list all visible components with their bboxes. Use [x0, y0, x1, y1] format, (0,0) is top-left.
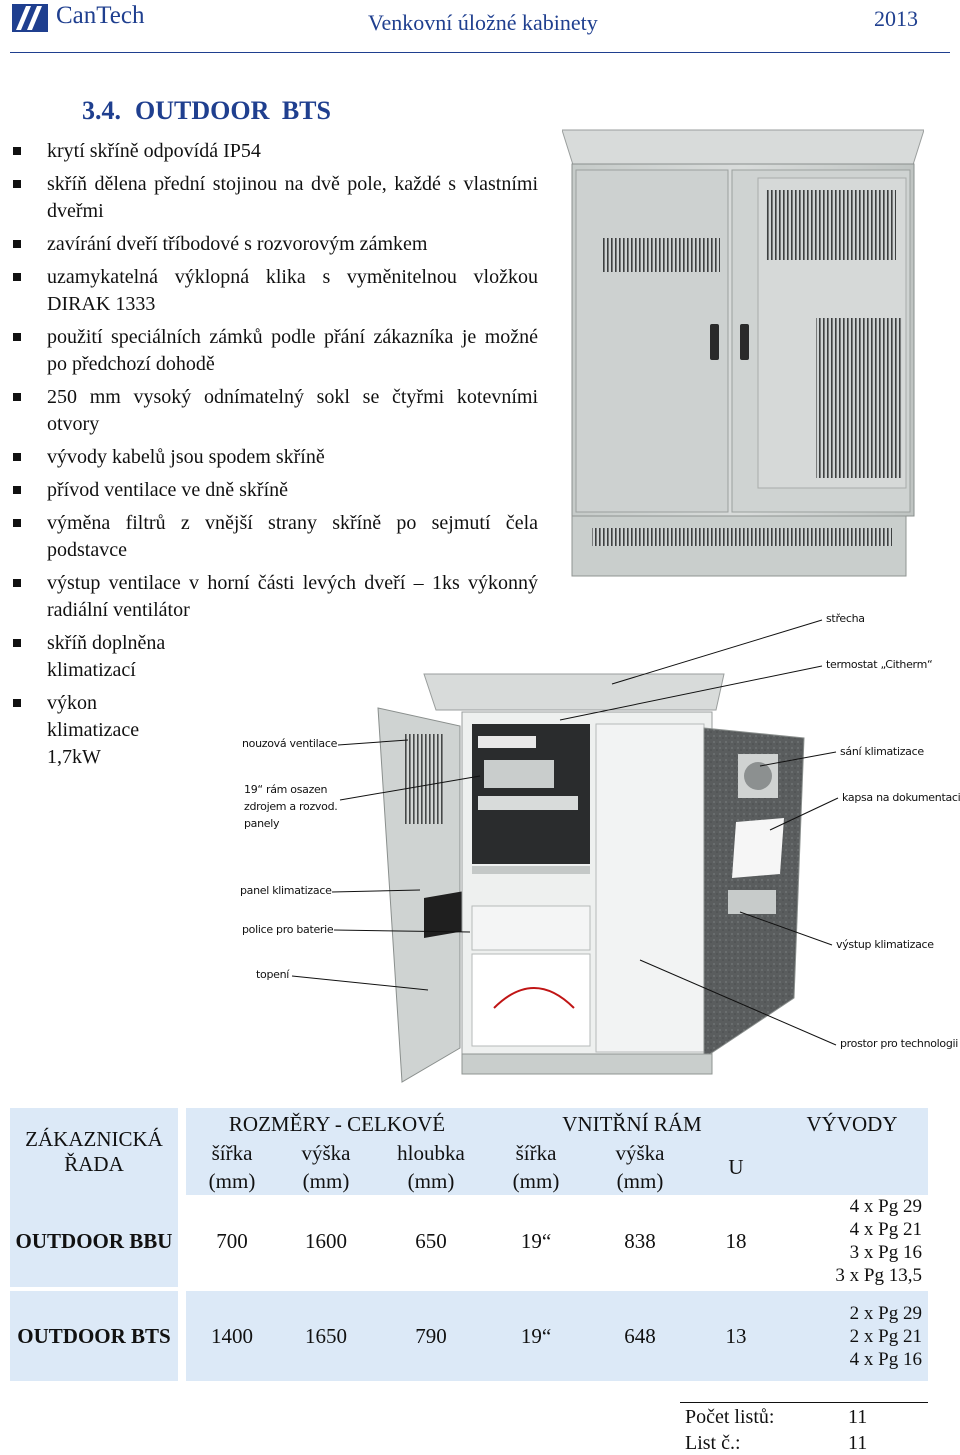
cell-sirka: 700 [216, 1228, 248, 1253]
product-line-header: ZÁKAZNICKÁ ŘADA [10, 1108, 178, 1195]
table-row [10, 1291, 928, 1381]
cell-ram-sirka: 19“ [488, 1291, 584, 1381]
cell-sirka: 1400 [186, 1291, 278, 1381]
list-item: zavírání dveří tříbodové s rozvorovým zámkem [10, 231, 538, 258]
leader-line [332, 890, 420, 892]
list-item: 250 mm vysoký odnímatelný sokl se čtyřmi kotevními otvory [10, 384, 538, 438]
unit-mm: (mm) [584, 1167, 696, 1195]
list-item: skříň doplněna klimatizací [10, 630, 225, 684]
spec-table [10, 1108, 928, 1381]
leader-line [292, 976, 428, 990]
list-item: výměna filtrů z vnější strany skříně po sejmutí čela podstavce [10, 510, 538, 564]
unit-mm: (mm) [278, 1167, 374, 1195]
document-year: 2013 [874, 6, 918, 31]
annotation-strecha: střecha [826, 612, 865, 625]
header-u: U [696, 1140, 776, 1195]
leader-line [612, 620, 822, 684]
header-sirka: šířka [186, 1140, 278, 1167]
cell-ram-sirka: 19“ [520, 1228, 552, 1253]
list-item: skříň dělena přední stojinou na dvě pole, každé s vlastními dveřmi [10, 171, 538, 225]
page-number-label: List č.: [685, 1432, 741, 1454]
header-vyvody-empty [776, 1140, 928, 1195]
leader-line [740, 912, 832, 945]
footer-divider [680, 1402, 928, 1403]
leader-line [640, 960, 836, 1045]
leader-line [334, 930, 470, 932]
header-vyska: výška [278, 1140, 374, 1167]
header-ram-sirka: šířka [488, 1140, 584, 1167]
list-item: výstup ventilace v horní části levých dveří – 1ks výkonný radiální ventilátor [10, 570, 538, 624]
header-ram-vyska: výška [584, 1140, 696, 1167]
document-title: Venkovní úložné kabinety [368, 10, 598, 35]
leader-line [760, 752, 836, 766]
cell-vyvody: 4 x Pg 29 4 x Pg 21 3 x Pg 16 3 x Pg 13,5 [835, 1196, 922, 1286]
page-count-label: Počet listů: [685, 1406, 775, 1428]
table-row [10, 1195, 928, 1287]
cell-vyska: 1650 [278, 1291, 374, 1381]
leader-line [560, 666, 822, 720]
cell-hloubka: 790 [374, 1291, 488, 1381]
section-title: OUTDOOR BTS [135, 96, 331, 125]
annotation-topeni: topení [256, 968, 290, 981]
list-item: přívod ventilace ve dně skříně [10, 477, 538, 504]
group-header-ram: VNITŘNÍ RÁM [488, 1108, 776, 1140]
page-count-value: 11 [848, 1406, 868, 1428]
cell-u: 18 [725, 1228, 747, 1253]
cell-hloubka: 650 [415, 1228, 447, 1253]
annotation-panel-klimatizace: panel klimatizace [240, 884, 332, 897]
list-item: výkon klimatizace 1,7kW [10, 690, 167, 771]
annotation-prostor: prostor pro technologii [840, 1037, 959, 1050]
list-item: vývody kabelů jsou spodem skříně [10, 444, 538, 471]
annotation-police: police pro baterie [242, 923, 334, 936]
section-number: 3.4. [82, 96, 121, 125]
unit-mm: (mm) [374, 1167, 488, 1195]
row-name: OUTDOOR BBU [10, 1195, 178, 1287]
unit-mm: (mm) [488, 1167, 584, 1195]
leader-line [338, 740, 408, 745]
cell-ram-vyska: 838 [624, 1228, 656, 1253]
unit-mm: (mm) [186, 1167, 278, 1195]
logo-text: CanTech [56, 2, 145, 29]
cell-vyvody: 2 x Pg 29 2 x Pg 21 4 x Pg 16 [776, 1291, 928, 1381]
group-header-celkove: ROZMĚRY - CELKOVÉ [186, 1108, 488, 1140]
annotation-vystup: výstup klimatizace [836, 938, 934, 951]
annotation-termostat: termostat „Citherm“ [826, 658, 933, 671]
page-number-value: 11 [848, 1432, 868, 1454]
list-item: uzamykatelná výklopná klika s vyměnitelnou vložkou DIRAK 1333 [10, 264, 538, 318]
cell-vyska: 1600 [305, 1228, 347, 1253]
annotation-kapsa: kapsa na dokumentaci [842, 791, 960, 804]
header-hloubka: hloubka [374, 1140, 488, 1167]
list-item: krytí skříně odpovídá IP54 [10, 138, 538, 165]
leader-line [770, 798, 838, 830]
cell-ram-vyska: 648 [584, 1291, 696, 1381]
annotation-ram: 19“ rám osazen zdrojem a rozvod. panely [244, 783, 338, 830]
group-header-vyvody: VÝVODY [776, 1108, 928, 1140]
annotation-sani: sání klimatizace [840, 745, 924, 758]
leader-line [340, 776, 480, 800]
list-item: použití speciálních zámků podle přání zákazníka je možné po předchozí dohodě [10, 324, 538, 378]
annotation-nouzova-ventilace: nouzová ventilace [242, 737, 338, 750]
cell-u: 13 [696, 1291, 776, 1381]
row-name: OUTDOOR BTS [10, 1291, 178, 1381]
